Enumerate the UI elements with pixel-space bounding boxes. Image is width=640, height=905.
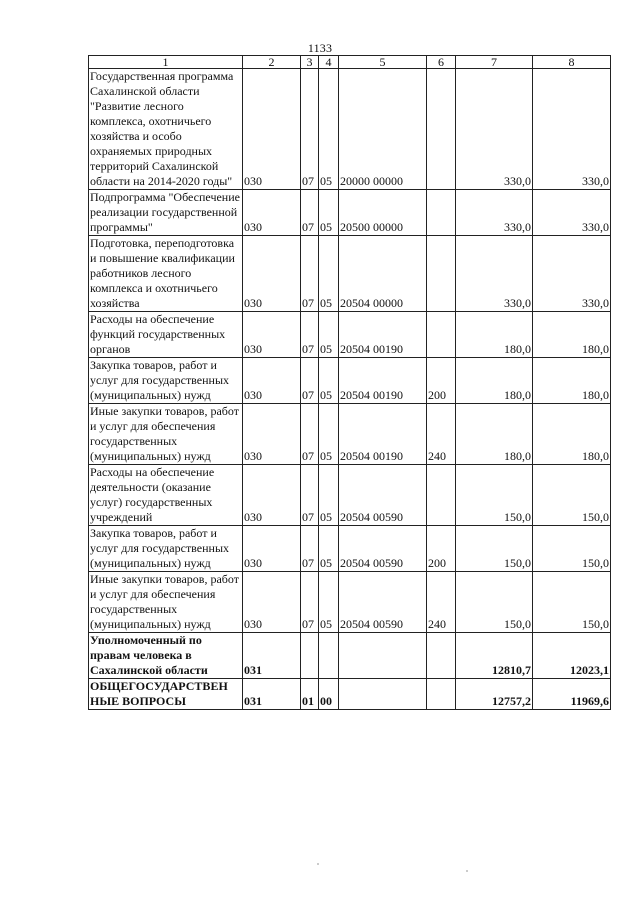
row-amount-1: 12810,7 xyxy=(456,633,533,679)
row-expense-type xyxy=(427,465,456,526)
header-col-8: 8 xyxy=(533,56,611,69)
row-target-code: 20504 00190 xyxy=(339,312,427,358)
row-subsection-code: 05 xyxy=(319,358,339,404)
row-section-code: 07 xyxy=(301,358,319,404)
row-name: Закупка товаров, работ и услуг для государственных (муниципальных) нужд xyxy=(89,358,243,404)
row-section-code: 07 xyxy=(301,526,319,572)
row-amount-2: 150,0 xyxy=(533,465,611,526)
row-amount-1: 12757,2 xyxy=(456,679,533,710)
row-section-code: 07 xyxy=(301,69,319,190)
page-number: 1133 xyxy=(307,41,333,55)
row-amount-2: 180,0 xyxy=(533,404,611,465)
row-amount-1: 330,0 xyxy=(456,69,533,190)
row-name: Расходы на обеспечение функций государственных органов xyxy=(89,312,243,358)
row-target-code: 20500 00000 xyxy=(339,190,427,236)
row-ministry-code: 030 xyxy=(243,190,301,236)
table-row xyxy=(89,633,611,679)
row-subsection-code: 05 xyxy=(319,572,339,633)
budget-table xyxy=(88,55,611,710)
row-name: Государственная программа Сахалинской области "Развитие лесного комплекса, охотничьего хозяйства и особо охраняемых природных территорий Сахалинской области на 2014-2020 годы" xyxy=(89,69,243,190)
row-expense-type xyxy=(427,633,456,679)
row-amount-2: 330,0 xyxy=(533,190,611,236)
row-expense-type: 200 xyxy=(427,526,456,572)
row-amount-1: 180,0 xyxy=(456,404,533,465)
row-ministry-code: 030 xyxy=(243,526,301,572)
row-amount-1: 150,0 xyxy=(456,526,533,572)
row-target-code xyxy=(339,679,427,710)
row-amount-2: 150,0 xyxy=(533,526,611,572)
row-name: Подпрограмма "Обеспечение реализации государственной программы" xyxy=(89,190,243,236)
header-row xyxy=(89,56,611,69)
row-ministry-code: 031 xyxy=(243,633,301,679)
row-target-code xyxy=(339,633,427,679)
table-row xyxy=(89,404,611,465)
row-ministry-code: 030 xyxy=(243,465,301,526)
row-ministry-code: 030 xyxy=(243,358,301,404)
row-subsection-code: 05 xyxy=(319,526,339,572)
row-amount-1: 150,0 xyxy=(456,465,533,526)
row-expense-type xyxy=(427,236,456,312)
header-col-2: 2 xyxy=(243,56,301,69)
table-row xyxy=(89,526,611,572)
table-row xyxy=(89,679,611,710)
scan-speck xyxy=(466,870,468,872)
row-amount-2: 12023,1 xyxy=(533,633,611,679)
row-subsection-code: 05 xyxy=(319,404,339,465)
table-row xyxy=(89,236,611,312)
row-expense-type: 240 xyxy=(427,572,456,633)
row-section-code: 07 xyxy=(301,465,319,526)
row-expense-type xyxy=(427,69,456,190)
table-row xyxy=(89,572,611,633)
row-subsection-code: 05 xyxy=(319,465,339,526)
row-amount-1: 330,0 xyxy=(456,190,533,236)
row-subsection-code xyxy=(319,633,339,679)
row-section-code: 07 xyxy=(301,312,319,358)
row-amount-1: 330,0 xyxy=(456,236,533,312)
row-target-code: 20504 00190 xyxy=(339,404,427,465)
row-section-code: 07 xyxy=(301,404,319,465)
row-section-code: 07 xyxy=(301,190,319,236)
header-col-7: 7 xyxy=(456,56,533,69)
row-name: Иные закупки товаров, работ и услуг для обеспечения государственных (муниципальных) нужд xyxy=(89,404,243,465)
row-section-code: 07 xyxy=(301,236,319,312)
row-amount-1: 180,0 xyxy=(456,312,533,358)
row-name: Расходы на обеспечение деятельности (оказание услуг) государственных учреждений xyxy=(89,465,243,526)
row-expense-type xyxy=(427,312,456,358)
row-section-code: 07 xyxy=(301,572,319,633)
table-row xyxy=(89,190,611,236)
row-name: Иные закупки товаров, работ и услуг для обеспечения государственных (муниципальных) нужд xyxy=(89,572,243,633)
table-row xyxy=(89,69,611,190)
scan-speck xyxy=(317,863,319,865)
row-section-code xyxy=(301,633,319,679)
header-col-5: 5 xyxy=(339,56,427,69)
row-name: Уполномоченный по правам человека в Сахалинской области xyxy=(89,633,243,679)
row-expense-type xyxy=(427,679,456,710)
row-amount-1: 180,0 xyxy=(456,358,533,404)
row-expense-type: 240 xyxy=(427,404,456,465)
row-amount-1: 150,0 xyxy=(456,572,533,633)
row-amount-2: 180,0 xyxy=(533,312,611,358)
row-amount-2: 330,0 xyxy=(533,236,611,312)
row-target-code: 20000 00000 xyxy=(339,69,427,190)
row-amount-2: 150,0 xyxy=(533,572,611,633)
row-ministry-code: 030 xyxy=(243,236,301,312)
row-subsection-code: 05 xyxy=(319,190,339,236)
row-target-code: 20504 00190 xyxy=(339,358,427,404)
header-col-1: 1 xyxy=(89,56,243,69)
row-target-code: 20504 00590 xyxy=(339,526,427,572)
header-col-4: 4 xyxy=(319,56,339,69)
row-target-code: 20504 00590 xyxy=(339,572,427,633)
header-col-6: 6 xyxy=(427,56,456,69)
row-section-code: 01 xyxy=(301,679,319,710)
row-subsection-code: 05 xyxy=(319,236,339,312)
row-name: ОБЩЕГОСУДАРСТВЕН НЫЕ ВОПРОСЫ xyxy=(89,679,243,710)
row-amount-2: 330,0 xyxy=(533,69,611,190)
row-name: Подготовка, переподготовка и повышение квалификации работников лесного комплекса и охотничьего хозяйства xyxy=(89,236,243,312)
row-target-code: 20504 00000 xyxy=(339,236,427,312)
row-ministry-code: 031 xyxy=(243,679,301,710)
header-col-3: 3 xyxy=(301,56,319,69)
row-ministry-code: 030 xyxy=(243,312,301,358)
row-subsection-code: 00 xyxy=(319,679,339,710)
row-amount-2: 11969,6 xyxy=(533,679,611,710)
row-amount-2: 180,0 xyxy=(533,358,611,404)
row-expense-type xyxy=(427,190,456,236)
row-ministry-code: 030 xyxy=(243,572,301,633)
table-row xyxy=(89,312,611,358)
table-row xyxy=(89,358,611,404)
row-ministry-code: 030 xyxy=(243,404,301,465)
row-subsection-code: 05 xyxy=(319,312,339,358)
row-name: Закупка товаров, работ и услуг для государственных (муниципальных) нужд xyxy=(89,526,243,572)
table-row xyxy=(89,465,611,526)
row-target-code: 20504 00590 xyxy=(339,465,427,526)
row-subsection-code: 05 xyxy=(319,69,339,190)
row-ministry-code: 030 xyxy=(243,69,301,190)
row-expense-type: 200 xyxy=(427,358,456,404)
